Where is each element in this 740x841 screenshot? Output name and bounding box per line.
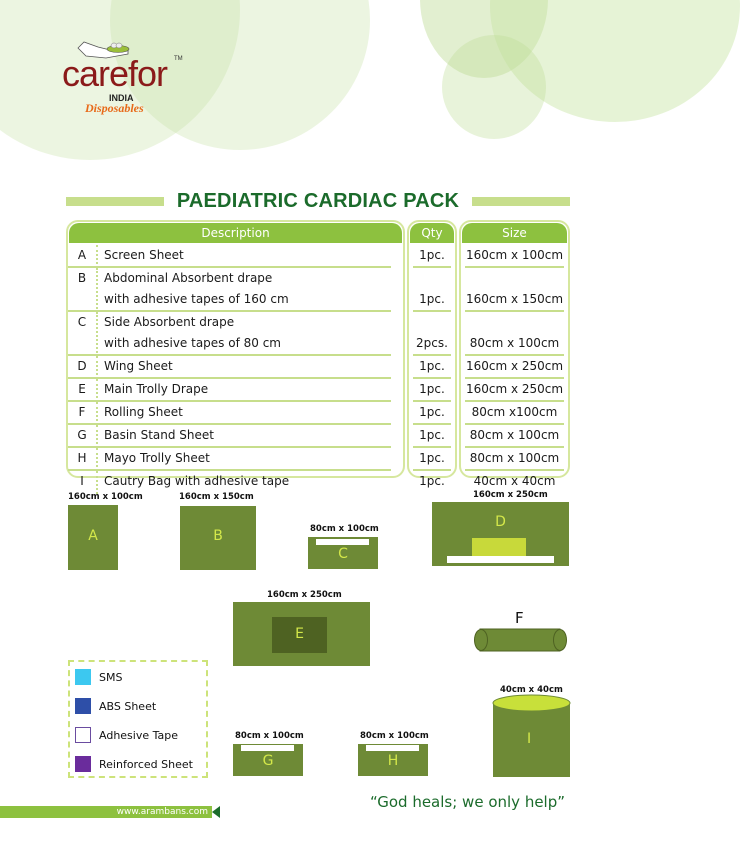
- row-qty: 1pc.: [419, 474, 445, 488]
- legend-item-sms: [75, 669, 122, 685]
- row-description: with adhesive tapes of 160 cm: [104, 292, 289, 306]
- row-description: Rolling Sheet: [104, 405, 183, 419]
- diagram-i-dimension: 40cm x 40cm: [500, 685, 563, 695]
- row-qty: 1pc.: [419, 405, 445, 419]
- diagram-i-label: I: [527, 731, 532, 747]
- row-size: 40cm x 40cm: [473, 474, 556, 488]
- row-letter: F: [78, 405, 86, 419]
- trademark: TM: [174, 56, 183, 62]
- diagram-d-dimension: 160cm x 250cm: [473, 490, 548, 500]
- diagram-h-label: H: [387, 753, 399, 769]
- row-qty: 2pcs.: [416, 336, 448, 350]
- row-qty: 1pc.: [419, 382, 445, 396]
- tagline: “God heals; we only help”: [370, 793, 566, 811]
- diagram-d: [432, 502, 569, 566]
- row-size: 160cm x 100cm: [465, 248, 564, 262]
- adhesive-tape: [316, 539, 369, 545]
- row-size: 80cm x 100cm: [469, 336, 560, 350]
- diagram-g-dimension: 80cm x 100cm: [235, 731, 304, 741]
- diagram-h: [358, 744, 428, 776]
- legend-label: Adhesive Tape: [99, 728, 179, 742]
- row-description: Main Trolly Drape: [104, 382, 209, 396]
- title-row: [66, 190, 570, 214]
- page-title: PAEDIATRIC CARDIAC PACK: [176, 190, 460, 212]
- header-description: Description: [69, 223, 402, 243]
- row-letter: C: [77, 315, 87, 329]
- table-row: [68, 268, 391, 312]
- row-letter: D: [77, 359, 87, 373]
- diagram-g-label: G: [262, 753, 274, 769]
- row-size: 160cm x 250cm: [465, 382, 564, 396]
- diagram-f-label: F: [515, 609, 524, 627]
- row-size: 160cm x 250cm: [465, 359, 564, 373]
- brand-tagline: Disposables: [85, 101, 144, 115]
- row-size: 160cm x 150cm: [465, 292, 564, 306]
- table-row: [68, 312, 391, 356]
- adhesive-tape: [241, 745, 294, 751]
- diagram-e-dimension: 160cm x 250cm: [267, 590, 342, 600]
- diagram-b: [180, 506, 256, 570]
- table-row: [68, 425, 391, 448]
- legend-item-reinforced: [75, 756, 193, 772]
- row-qty: 1pc.: [419, 248, 445, 262]
- legend-label: ABS Sheet: [99, 699, 157, 713]
- row-letter: B: [77, 271, 87, 285]
- row-qty: 1pc.: [419, 428, 445, 442]
- reinforced-swatch: [75, 756, 91, 772]
- adhesive-tape: [447, 556, 554, 563]
- table-row: [68, 448, 391, 471]
- table-row: [68, 471, 391, 492]
- table-row: [68, 402, 391, 425]
- brand-logo: [62, 32, 192, 115]
- table-size-column: [459, 220, 570, 488]
- brand-sub: INDIA: [109, 93, 134, 103]
- diagram-h-dimension: 80cm x 100cm: [360, 731, 429, 741]
- sms-swatch: [75, 669, 91, 685]
- row-description: with adhesive tapes of 80 cm: [104, 336, 281, 350]
- legend-item-adhesive: [75, 727, 178, 743]
- reinforced-panel: [272, 617, 327, 653]
- diagram-a: [68, 505, 118, 570]
- diagram-a-dimension: 160cm x 100cm: [68, 492, 143, 502]
- row-letter: A: [77, 248, 87, 262]
- table-row: [68, 356, 391, 379]
- brand-name: carefor: [62, 53, 168, 94]
- diagram-b-dimension: 160cm x 150cm: [179, 492, 254, 502]
- legend-label: SMS: [99, 670, 123, 684]
- legend-item-abs: [75, 698, 156, 714]
- row-letter: H: [77, 451, 87, 465]
- row-description: Screen Sheet: [104, 248, 184, 262]
- abs-swatch: [75, 698, 91, 714]
- row-description: Mayo Trolly Sheet: [104, 451, 210, 465]
- table-row: [68, 379, 391, 402]
- cautery-bag-icon: [492, 694, 572, 778]
- arrow-left-icon: [212, 806, 220, 818]
- row-description: Side Absorbent drape: [104, 315, 235, 329]
- row-size: 80cm x 100cm: [469, 428, 560, 442]
- legend-label: Reinforced Sheet: [99, 757, 193, 771]
- diagram-d-label: D: [495, 514, 506, 530]
- adhesive-tape: [366, 745, 419, 751]
- row-letter: I: [80, 474, 84, 488]
- diagram-c: [308, 537, 378, 569]
- row-description: Cautry Bag with adhesive tape: [104, 474, 290, 488]
- row-qty: 1pc.: [419, 359, 445, 373]
- row-qty: 1pc.: [419, 451, 445, 465]
- row-letter: E: [78, 382, 86, 396]
- diagram-e-label: E: [295, 626, 304, 642]
- row-size: 80cm x 100cm: [469, 451, 560, 465]
- diagram-e: [233, 602, 370, 666]
- reinforced-panel: [472, 538, 526, 556]
- row-description: Abdominal Absorbent drape: [104, 271, 273, 285]
- table-description-column: [66, 220, 405, 488]
- adhesive-swatch: [75, 727, 91, 743]
- title-decor-bar: [472, 197, 570, 206]
- diagram-c-label: C: [338, 546, 348, 562]
- rolling-sheet-icon: [473, 627, 569, 654]
- row-description: Wing Sheet: [104, 359, 173, 373]
- decorative-circle: [442, 35, 546, 139]
- diagram-a-label: A: [88, 528, 98, 544]
- legend: [68, 660, 208, 778]
- row-qty: 1pc.: [419, 292, 445, 306]
- row-description: Basin Stand Sheet: [104, 428, 214, 442]
- header-size: Size: [462, 223, 567, 243]
- diagram-c-dimension: 80cm x 100cm: [310, 524, 379, 534]
- table-qty-column: [407, 220, 457, 488]
- website-link[interactable]: www.arambans.com: [116, 807, 208, 817]
- diagram-b-label: B: [213, 528, 223, 544]
- row-letter: G: [77, 428, 87, 442]
- header-qty: Qty: [410, 223, 454, 243]
- row-size: 80cm x100cm: [471, 405, 558, 419]
- diagram-g: [233, 744, 303, 776]
- table-row: [68, 245, 391, 268]
